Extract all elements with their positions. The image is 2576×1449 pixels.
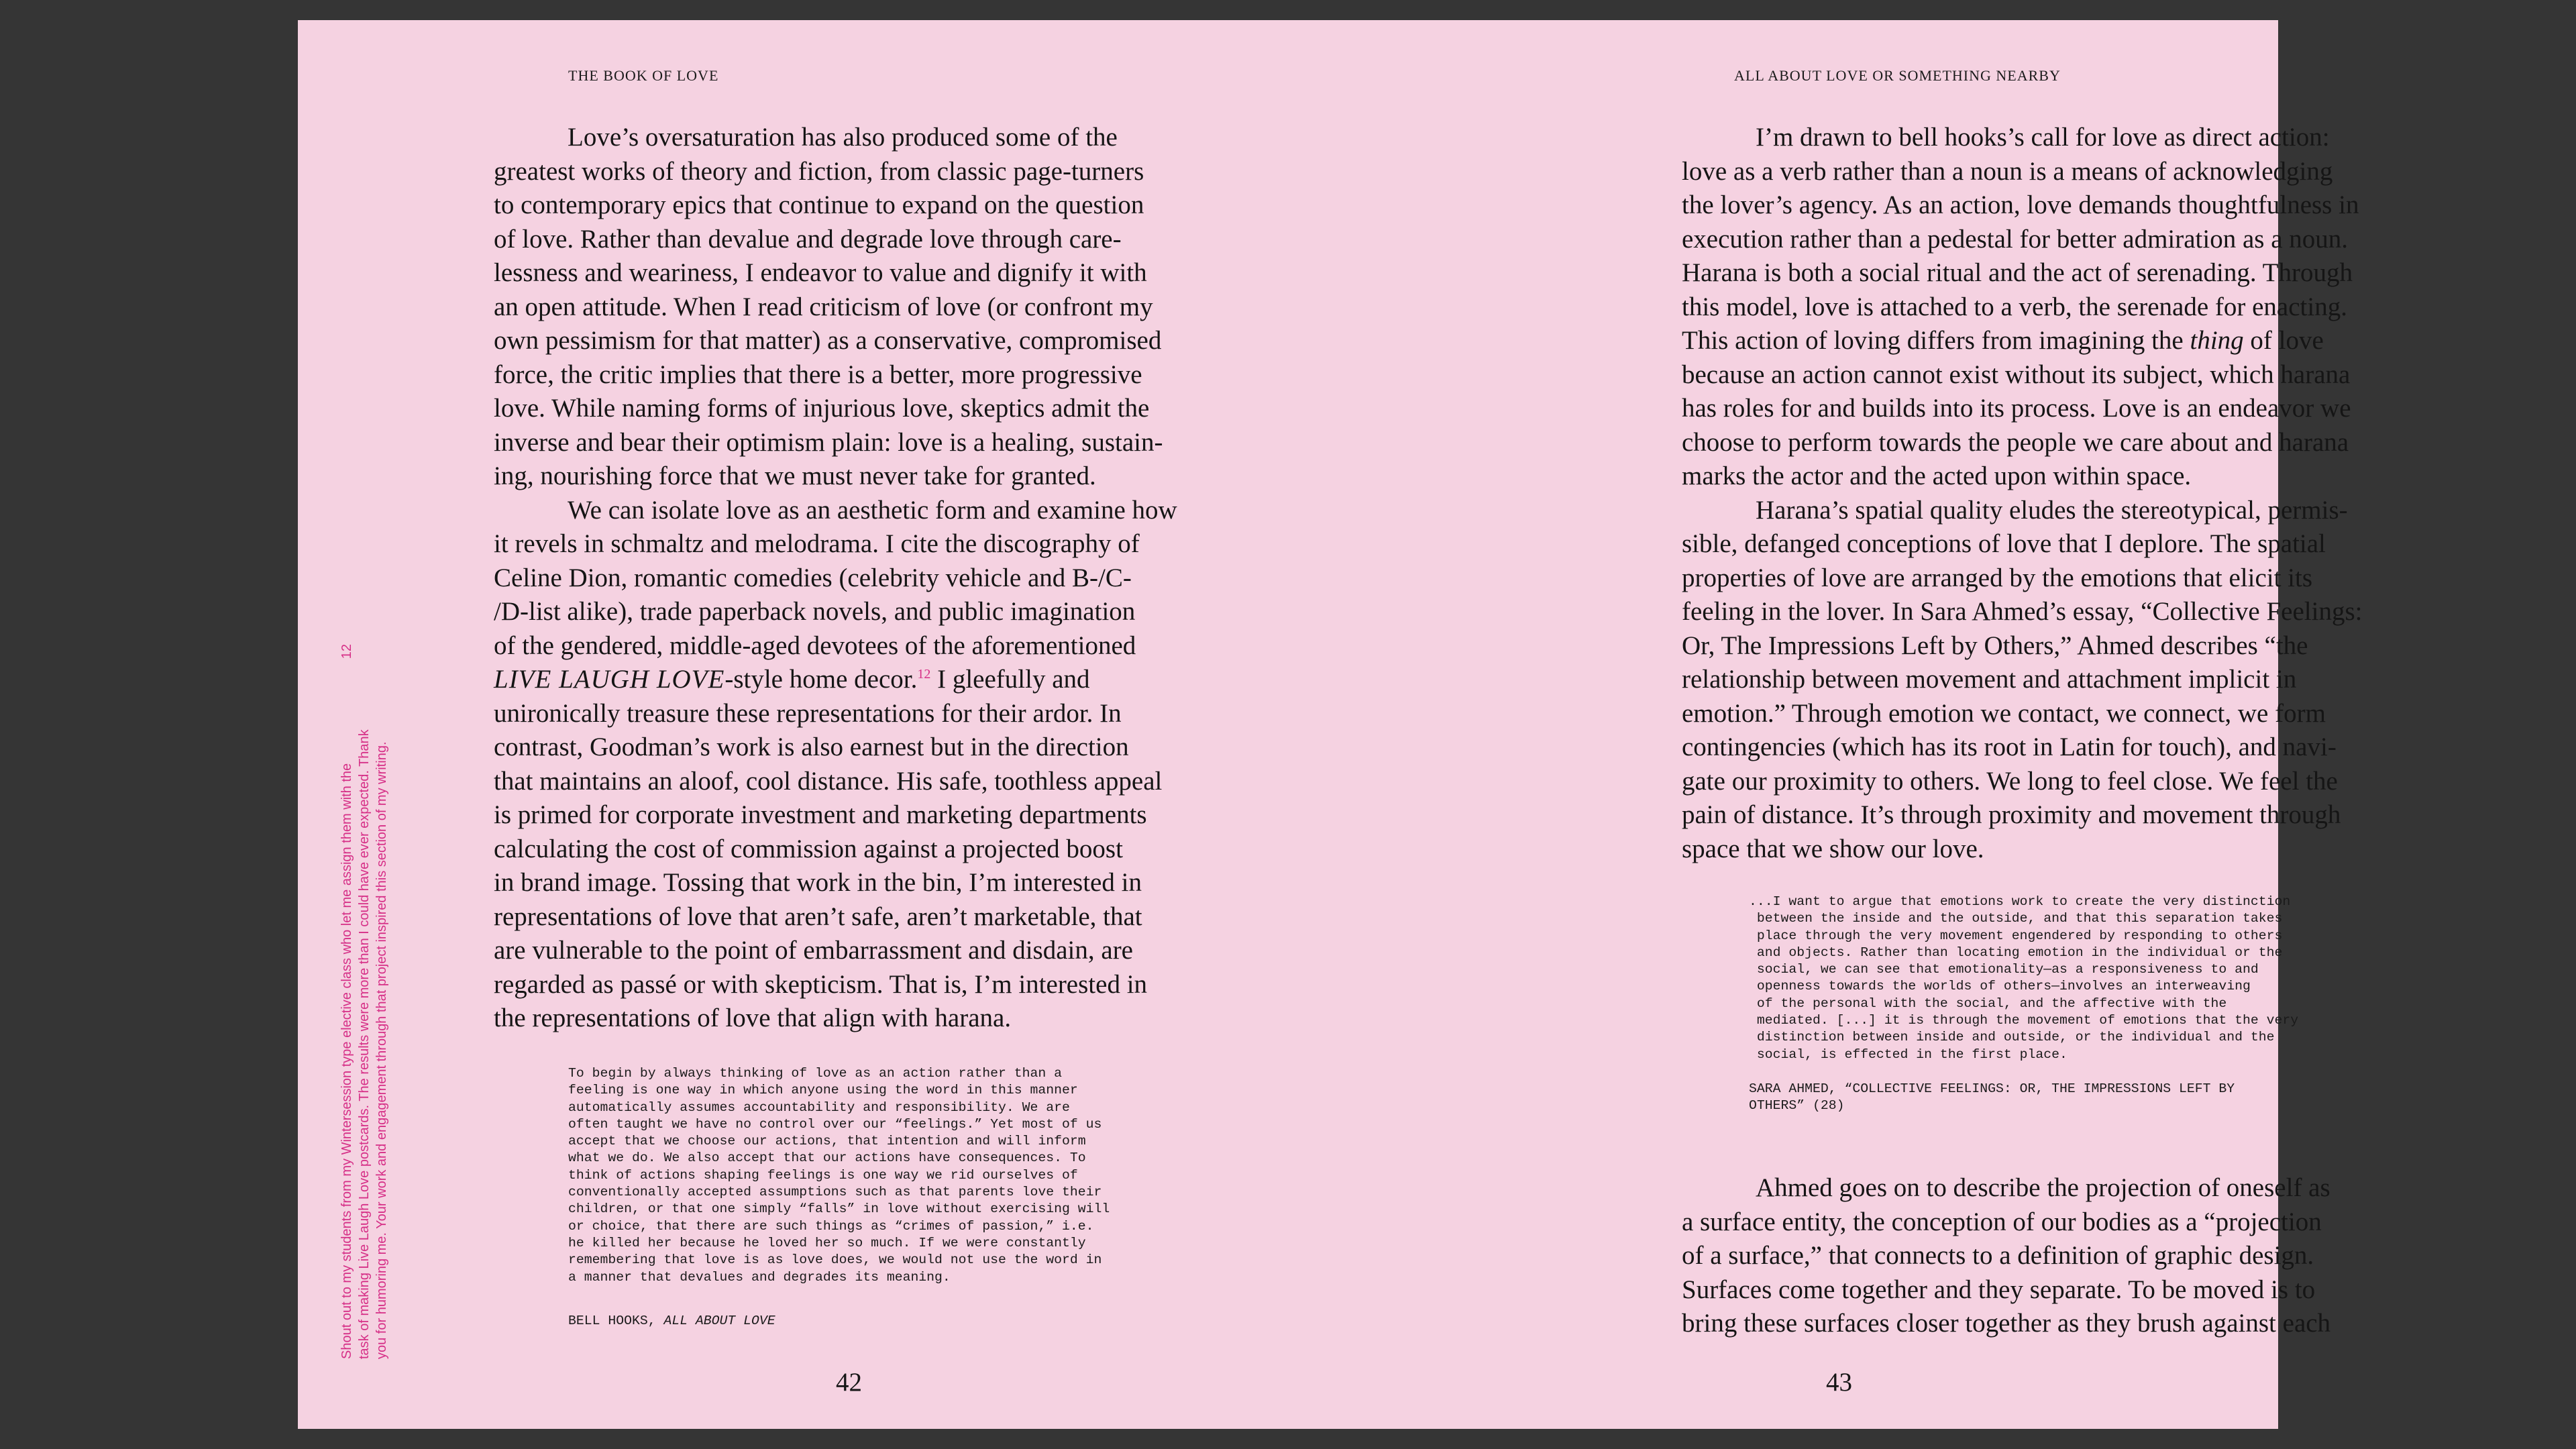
- text-line: of the gendered, middle-aged devotees of the aforementioned: [494, 631, 1136, 660]
- live-laugh-love-tail: -style home decor.: [724, 665, 918, 694]
- bell-hooks-credit: [568, 1313, 775, 1330]
- bell-hooks-quote: To begin by always thinking of love as an action rather than a feeling is one way in which anyone using the word in this manner automatically assumes accountability and responsibility. We are often taught we have no control over our “feelings.” Yet most of us accept that we choose our actions, that intention and will inform what we do. We also accept that our actions have consequences. To think of actions shaping feelings is one way we rid ourselves of conventionally accepted assumptions such as that parents love their children, or that one simply “falls” in love without exercising will or choice, that there are such things as “crimes of passion,” i.e. he killed her because he loved her so much. If we were constantly remembering that love is as love does, we would not use the word in a manner that devalues and degrades its meaning.: [568, 1066, 1110, 1285]
- footnote-line: Shout out to my students from my Wintersession type elective class who let me assign them with the: [339, 763, 354, 1359]
- text-line: love. While naming forms of injurious love, skeptics admit the: [494, 394, 1150, 423]
- footnote-number: 12: [339, 644, 354, 659]
- text-line: Celine Dion, romantic comedies (celebrity vehicle and B-/C-: [494, 563, 1132, 592]
- text-line: contingencies (which has its root in Latin for touch), and navi-: [1682, 733, 2337, 761]
- line-thing: [1682, 324, 2420, 358]
- right-paragraph-3: [1682, 1171, 2420, 1341]
- left-paragraph-2: [494, 494, 1232, 1036]
- footnote-line: task of making Live Laugh Love postcards. The results were more than I could have ever expected. Thank: [357, 729, 372, 1359]
- text-line: this model, love is attached to a verb, the serenade for enacting.: [1682, 292, 2347, 321]
- text-line: to contemporary epics that continue to expand on the question: [494, 191, 1144, 219]
- text-line: in brand image. Tossing that work in the bin, I’m interested in: [494, 868, 1142, 897]
- text-line: ing, nourishing force that we must never take for granted.: [494, 462, 1096, 490]
- text-line: has roles for and builds into its process. Love is an endeavor we: [1682, 394, 2351, 423]
- text-line: /D-list alike), trade paperback novels, and public imagination: [494, 597, 1136, 626]
- text-line: Surfaces come together and they separate. To be moved is to: [1682, 1275, 2316, 1304]
- running-head-right: ALL ABOUT LOVE OR SOMETHING NEARBY: [1734, 67, 2061, 84]
- footnote-line: you for humoring me. Your work and engagement through that project inspired this section of my writing.: [374, 741, 389, 1359]
- text-line: relationship between movement and attachment implicit in: [1682, 665, 2297, 694]
- text-line: unironically treasure these representations for their ardor. In: [494, 698, 1122, 728]
- text-line: own pessimism for that matter) as a conservative, compromised: [494, 326, 1162, 355]
- right-body-text: [1682, 121, 2420, 866]
- text-line: because an action cannot exist without its subject, which harana: [1682, 360, 2351, 389]
- text-line: Or, The Impressions Left by Others,” Ahmed describes “the: [1682, 631, 2308, 660]
- left-paragraph-1: [494, 121, 1232, 494]
- text-line: regarded as passé or with skepticism. That is, I’m interested in: [494, 969, 1148, 999]
- text-line: of love. Rather than devalue and degrade love through care-: [494, 224, 1122, 254]
- text-line: I’m drawn to bell hooks’s call for love as direct action:: [1756, 123, 2330, 152]
- footnote-ref-12[interactable]: 12: [917, 667, 931, 682]
- right-body-text-continued: [1682, 1171, 2420, 1341]
- text-line: Ahmed goes on to describe the projection of oneself as: [1756, 1173, 2330, 1202]
- running-head-left: THE BOOK OF LOVE: [568, 67, 719, 84]
- text-line: Harana’s spatial quality eludes the stereotypical, permis-: [1756, 495, 2348, 525]
- text-line: properties of love are arranged by the emotions that elicit its: [1682, 563, 2313, 592]
- text-line: lessness and weariness, I endeavor to value and dignify it with: [494, 258, 1147, 287]
- thing-emphasis: thing: [2190, 326, 2244, 355]
- text-line: representations of love that aren’t safe, aren’t marketable, that: [494, 902, 1142, 931]
- text-line: the representations of love that align with harana.: [494, 1004, 1012, 1032]
- right-paragraph-1: [1682, 121, 2420, 494]
- sara-ahmed-quote: ...I want to argue that emotions work to create the very distinction between the inside and the outside, and that this separation takes place through the very movement engendered by responding to others and objects. Rather than locating emotion in the individual or the social, we can see that emotionality—as a responsiveness to and openness towards the worlds of others—involves an interweaving of the personal with the social, and the affective with the mediated. [...] it is through the movement of emotions that the very distinction between inside and outside, or the individual and the social, is effected in the first place.: [1749, 894, 2299, 1062]
- thing-after: of love: [2243, 326, 2324, 355]
- thing-before: This action of loving differs from imagining the: [1682, 326, 2190, 355]
- text-line: Harana is both a social ritual and the act of serenading. Through: [1682, 258, 2353, 287]
- text-line: gate our proximity to others. We long to feel close. We feel the: [1682, 766, 2338, 796]
- text-line: emotion.” Through emotion we contact, we connect, we form: [1682, 698, 2326, 728]
- right-paragraph-2: [1682, 494, 2420, 867]
- text-line: contrast, Goodman’s work is also earnest but in the direction: [494, 733, 1129, 761]
- text-line: marks the actor and the acted upon within space.: [1682, 462, 2192, 490]
- live-laugh-love-after: I gleefully and: [930, 665, 1090, 694]
- text-line: that maintains an aloof, cool distance. His safe, toothless appeal: [494, 766, 1163, 796]
- text-line: pain of distance. It’s through proximity and movement through: [1682, 800, 2341, 829]
- left-page: [298, 20, 1288, 1429]
- footnote-12: [338, 644, 390, 1382]
- text-line: love as a verb rather than a noun is a means of acknowledging: [1682, 156, 2333, 186]
- text-line: sible, defanged conceptions of love that I deplore. The spatial: [1682, 529, 2326, 558]
- line-live-laugh-love: [494, 663, 1232, 697]
- text-line: choose to perform towards the people we care about and harana: [1682, 427, 2349, 457]
- page-number-left: 42: [836, 1368, 862, 1397]
- text-line: are vulnerable to the point of embarrassment and disdain, are: [494, 936, 1133, 965]
- live-laugh-love-phrase: LIVE LAUGH LOVE: [494, 665, 725, 694]
- text-line: space that we show our love.: [1682, 834, 1984, 863]
- left-body-text: [494, 121, 1232, 1036]
- book-spread: [298, 20, 2363, 1429]
- text-line: the lover’s agency. As an action, love demands thoughtfulness in: [1682, 191, 2359, 219]
- text-line: calculating the cost of commission against a projected boost: [494, 834, 1123, 863]
- text-line: greatest works of theory and fiction, from classic page-turners: [494, 156, 1144, 186]
- text-line: execution rather than a pedestal for better admiration as a noun.: [1682, 224, 2349, 254]
- right-page: [1288, 20, 2363, 1429]
- text-line: of a surface,” that connects to a definition of graphic design.: [1682, 1241, 2314, 1270]
- text-line: force, the critic implies that there is a better, more progressive: [494, 360, 1142, 389]
- text-line: bring these surfaces closer together as they brush against each: [1682, 1309, 2331, 1338]
- credit-author: BELL HOOKS,: [568, 1313, 664, 1328]
- page-number-right: 43: [1826, 1368, 1852, 1397]
- credit-title: ALL ABOUT LOVE: [663, 1313, 775, 1328]
- text-line: is primed for corporate investment and marketing departments: [494, 800, 1147, 829]
- text-line: feeling in the lover. In Sara Ahmed’s essay, “Collective Feelings:: [1682, 597, 2363, 626]
- text-line: inverse and bear their optimism plain: love is a healing, sustain-: [494, 427, 1163, 457]
- sara-ahmed-credit: SARA AHMED, “COLLECTIVE FEELINGS: OR, THE IMPRESSIONS LEFT BY OTHERS” (28): [1749, 1081, 2235, 1114]
- text-line: an open attitude. When I read criticism of love (or confront my: [494, 292, 1153, 321]
- text-line: it revels in schmaltz and melodrama. I cite the discography of: [494, 529, 1140, 558]
- text-line: We can isolate love as an aesthetic form and examine how: [568, 495, 1177, 525]
- text-line: Love’s oversaturation has also produced some of the: [568, 123, 1118, 152]
- text-line: a surface entity, the conception of our bodies as a “projection: [1682, 1207, 2322, 1236]
